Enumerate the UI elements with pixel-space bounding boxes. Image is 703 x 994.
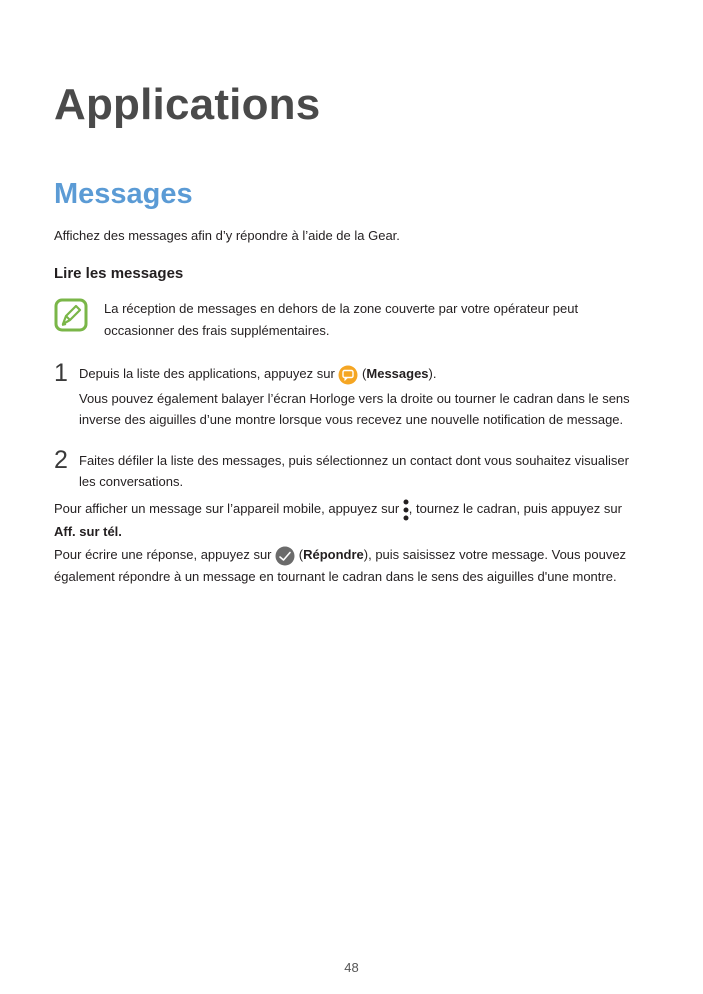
section-title: Messages xyxy=(54,178,193,210)
para-text: ), puis saisissez votre message. Vous pouvez également répondre à un message en tournant le cadran dans le sens des aiguilles d'une montre. xyxy=(54,547,627,584)
para-text: Pour écrire une réponse, appuyez sur xyxy=(54,547,276,562)
reply-paragraph: Pour écrire une réponse, appuyez sur (Répondre), puis saisissez votre message. Vous pouvez également répondre à un message en tournant le cadran dans le sens des aiguilles d'une montre. xyxy=(54,547,627,584)
phone-paragraph xyxy=(54,498,644,542)
intro-text: Affichez des messages afin d’y répondre à l’aide de la Gear. xyxy=(54,228,400,243)
reply-icon xyxy=(275,546,295,566)
page-number: 48 xyxy=(344,960,359,975)
step-text-after: ). xyxy=(428,366,437,381)
step-detail: Vous pouvez également balayer l’écran Horloge vers la droite ou tourner le cadran dans le sens inverse des aiguilles d’une montre lorsque vous recevez une nouvelle notification de message. xyxy=(79,391,630,427)
phone-action-label: Aff. sur tél. xyxy=(54,523,122,539)
note-pen-icon xyxy=(54,298,88,332)
page-title: Applications xyxy=(54,80,321,129)
step-text: Depuis la liste des applications, appuyez sur (Messages). xyxy=(79,363,645,385)
step-text: Faites défiler la liste des messages, puis sélectionnez un contact dont vous souhaitez visualiser les conversations. xyxy=(79,453,629,489)
note-text: La réception de messages en dehors de la zone couverte par votre opérateur peut occasionner des frais supplémentaires. xyxy=(104,301,579,338)
messages-app-icon xyxy=(338,365,358,385)
app-name: Messages xyxy=(366,366,429,381)
step-text-before: Depuis la liste des applications, appuyez sur xyxy=(79,366,339,381)
subsection-title: Lire les messages xyxy=(54,265,184,282)
para-text: , tournez le cadran, puis appuyez sur xyxy=(408,501,622,516)
step-number: 1 xyxy=(54,359,68,387)
para-text: Pour afficher un message sur l’appareil mobile, appuyez sur xyxy=(54,501,403,516)
step-number: 2 xyxy=(54,446,68,474)
reply-label: Répondre xyxy=(303,547,364,562)
